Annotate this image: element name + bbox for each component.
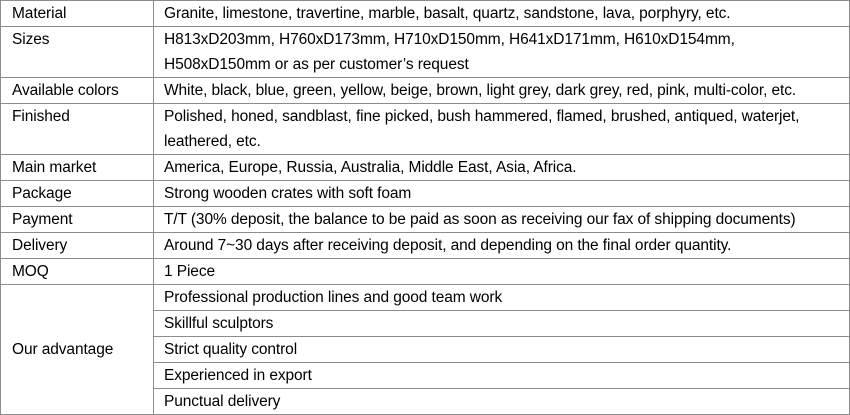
row-value: Strong wooden crates with soft foam	[154, 181, 850, 207]
advantage-label: Our advantage	[1, 285, 154, 415]
row-delivery	[1, 233, 850, 259]
row-advantage	[1, 285, 850, 311]
row-value: Around 7~30 days after receiving deposit, and depending on the final order quantity.	[154, 233, 850, 259]
row-value: 1 Piece	[154, 259, 850, 285]
row-label: Sizes	[1, 27, 154, 78]
row-label: Payment	[1, 207, 154, 233]
row-payment	[1, 207, 850, 233]
row-label: Material	[1, 1, 154, 27]
row-value: Polished, honed, sandblast, fine picked, bush hammered, flamed, brushed, antiqued, waterjet, leathered, etc.	[154, 104, 850, 155]
row-value: Granite, limestone, travertine, marble, basalt, quartz, sandstone, lava, porphyry, etc.	[154, 1, 850, 27]
row-label: MOQ	[1, 259, 154, 285]
advantage-item: Strict quality control	[154, 337, 850, 363]
advantage-item: Experienced in export	[154, 363, 850, 389]
row-sizes	[1, 27, 850, 78]
row-label: Available colors	[1, 78, 154, 104]
row-label: Delivery	[1, 233, 154, 259]
row-label: Finished	[1, 104, 154, 155]
row-label: Package	[1, 181, 154, 207]
row-main-market	[1, 155, 850, 181]
row-label: Main market	[1, 155, 154, 181]
advantage-item: Professional production lines and good team work	[154, 285, 850, 311]
row-available-colors	[1, 78, 850, 104]
row-package	[1, 181, 850, 207]
row-value: America, Europe, Russia, Australia, Middle East, Asia, Africa.	[154, 155, 850, 181]
row-moq	[1, 259, 850, 285]
row-value: T/T (30% deposit, the balance to be paid as soon as receiving our fax of shipping documents)	[154, 207, 850, 233]
row-value: White, black, blue, green, yellow, beige, brown, light grey, dark grey, red, pink, multi-color, etc.	[154, 78, 850, 104]
advantage-item: Punctual delivery	[154, 389, 850, 415]
row-value: H813xD203mm, H760xD173mm, H710xD150mm, H641xD171mm, H610xD154mm, H508xD150mm or as per customer’s request	[154, 27, 850, 78]
row-finished	[1, 104, 850, 155]
row-material	[1, 1, 850, 27]
advantage-item: Skillful sculptors	[154, 311, 850, 337]
